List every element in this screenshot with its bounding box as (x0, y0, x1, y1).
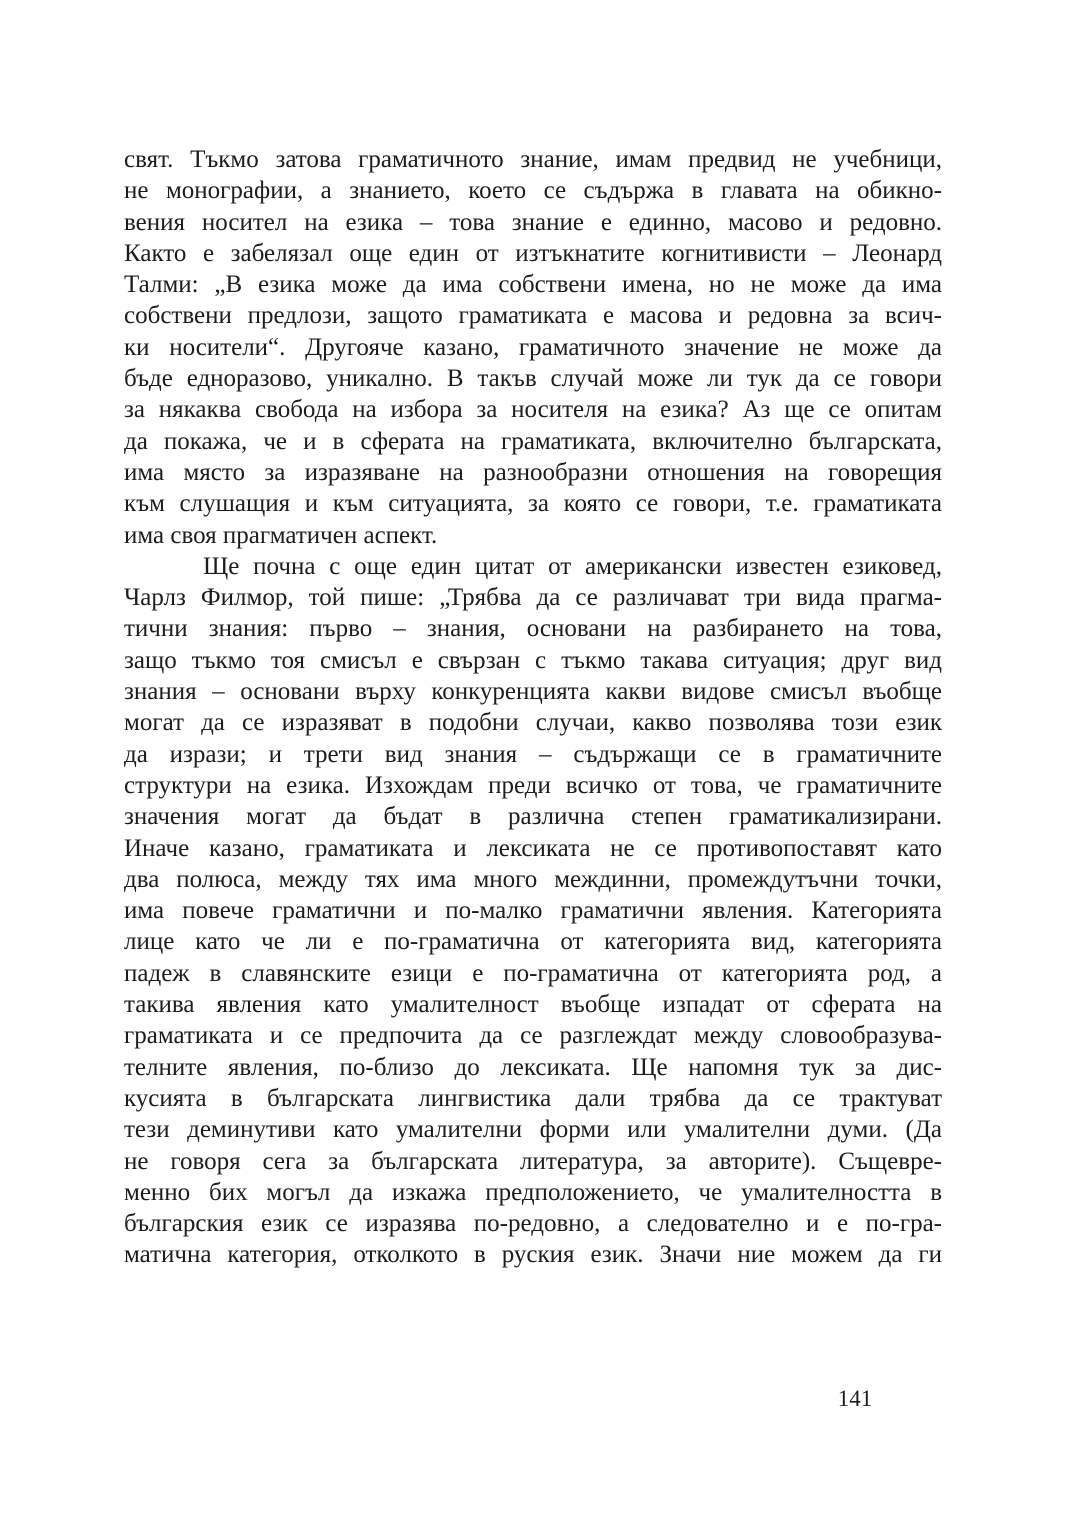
text-line: има своя прагматичен аспект. (124, 521, 438, 549)
text-line: вения носител на езика – това знание е единно, масово и редовно. (124, 208, 942, 236)
text-line: кусията в българската лингвистика дали трябва да се трактуват (124, 1084, 942, 1112)
text-line: ки носители“. Другояче казано, граматичното значение не може да (124, 333, 942, 361)
body-text (124, 144, 942, 1271)
text-line: такива явления като умалителност въобще изпадат от сферата на (124, 991, 942, 1019)
text-line: има повече граматични и по-малко граматични явления. Категорията (124, 897, 942, 925)
text-line: значения могат да бъдат в различна степен граматикализирани. (124, 803, 942, 831)
text-line: собствени предлози, защото граматиката е масова и редовна за всич- (124, 302, 942, 330)
text-line: свят. Тъкмо затова граматичното знание, имам предвид не учебници, (124, 146, 942, 173)
text-line: знания – основани върху конкуренцията какви видове смисъл въобще (124, 678, 942, 706)
text-line: матична категория, отколкото в руския език. Значи ние можем да ги (124, 1241, 942, 1269)
text-line: граматиката и се предпочита да се разглеждат между словообразува- (124, 1022, 942, 1050)
text-line: не говоря сега за българската литература, за авторите). Същевре- (124, 1147, 942, 1175)
text-line: за някаква свобода на избора за носителя на езика? Аз ще се опитам (124, 396, 942, 424)
text-line: структури на езика. Изхождам преди всичко от това, че граматичните (124, 771, 942, 799)
text-line: тични знания: първо – знания, основани на разбирането на това, (124, 615, 942, 643)
text-line: могат да се изразяват в подобни случаи, какво позволява този език (124, 709, 942, 737)
text-line: телните явления, по-близо до лексиката. Ще напомня тук за дис- (124, 1053, 942, 1081)
text-line: не монографии, а знанието, което се съдържа в главата на обикно- (124, 177, 942, 205)
text-line: Ще почна с още един цитат от американски известен езиковед, (203, 552, 942, 580)
text-line: да изрази; и трети вид знания – съдържащи се в граматичните (124, 740, 942, 768)
text-line: Иначе казано, граматиката и лексиката не се противопоставят като (124, 834, 942, 862)
text-line: тези деминутиви като умалителни форми или умалителни думи. (Да (124, 1116, 942, 1144)
text-line: падеж в славянските езици е по-граматична от категорията род, а (124, 959, 942, 987)
text-line: българския език се изразява по-редовно, а следователно и е по-гра- (124, 1210, 942, 1238)
paragraph-1 (124, 144, 942, 551)
text-line: Както е забелязал още един от изтъкнатите когнитивисти – Леонард (124, 239, 942, 267)
text-line: защо тъкмо тоя смисъл е свързан с тъкмо такава ситуация; друг вид (124, 646, 942, 674)
text-line: към слушащия и към ситуацията, за която се говори, т.е. граматиката (124, 490, 942, 518)
paragraph-2 (124, 551, 942, 1271)
text-line: лице като че ли е по-граматична от категорията вид, категорията (124, 928, 942, 956)
page-number: 141 (837, 1386, 873, 1411)
text-line: да покажа, че и в сферата на граматиката, включително българската, (124, 427, 942, 455)
text-line: има място за изразяване на разнообразни отношения на говорещия (124, 458, 942, 486)
text-line: Талми: „В езика може да има собствени имена, но не може да има (124, 271, 942, 299)
text-line: бъде едноразово, уникално. В такъв случай може ли тук да се говори (124, 365, 942, 393)
text-line: два полюса, между тях има много междинни, промеждутъчни точки, (124, 865, 942, 893)
text-line: менно бих могъл да изкажа предположението, че умалителността в (124, 1178, 942, 1206)
text-line: Чарлз Филмор, той пише: „Трябва да се различават три вида прагма- (124, 584, 942, 612)
